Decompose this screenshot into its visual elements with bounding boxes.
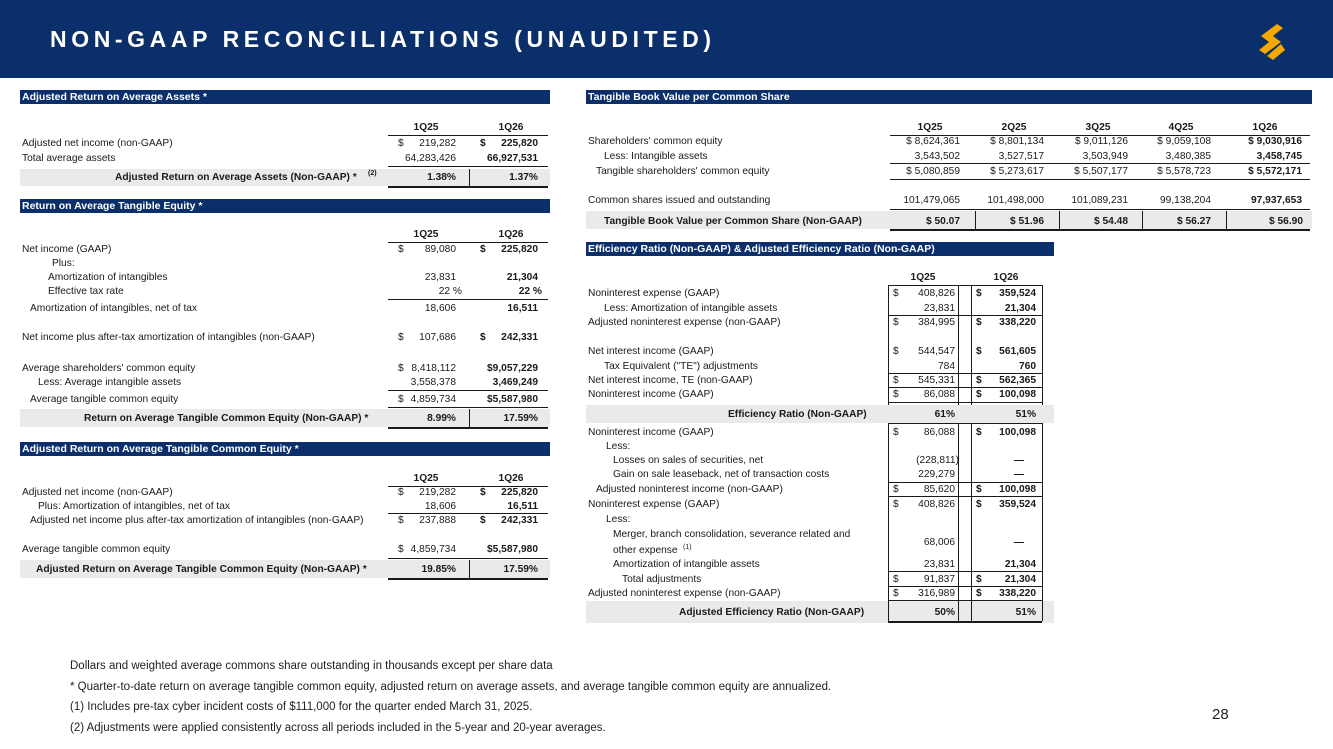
rote-panel <box>20 199 550 431</box>
table-row: Merger, branch consolidation, severance related and <box>613 529 851 540</box>
adjusted-rote-panel <box>20 442 550 582</box>
table-row: Average tangible common equity $ 4,859,734 $5,587,980 <box>22 544 538 555</box>
table-row: Less: <box>606 441 631 452</box>
table-row: Tax Equivalent ("TE") adjustments 784 760 <box>604 361 1036 372</box>
table-row: Net interest income, TE (non-GAAP) $ 545,331 $ 562,365 <box>588 375 1036 386</box>
table-row: Amortization of intangibles 23,831 21,304 <box>48 272 538 283</box>
table-row: Shareholders' common equity $ 8,624,361 $ 8,801,134 $ 9,011,126 $ 9,059,108 $ 9,030,916 <box>588 136 1302 147</box>
col-header: 1Q26 <box>498 473 524 484</box>
footnote-2: (2) Adjustments were applied consistently across all periods included in the 5-year and 20-year averages. <box>70 722 606 734</box>
page-title: NON-GAAP RECONCILIATIONS (UNAUDITED) <box>50 26 716 52</box>
table-row: Noninterest expense (GAAP) $ 408,826 $ 359,524 <box>588 499 1036 510</box>
table-row: Amortization of intangible assets 23,831 21,304 <box>613 559 1036 570</box>
table-row: Plus: Amortization of intangibles, net of tax 18,606 16,511 <box>38 501 538 512</box>
table-row: Net interest income (GAAP) $ 544,547 $ 561,605 <box>588 346 1036 357</box>
table-row: 68,006 — <box>923 537 1024 548</box>
table-row: Losses on sales of securities, net (228,811) — <box>613 455 1024 466</box>
table-row: Less: Amortization of intangible assets 23,831 21,304 <box>604 303 1036 314</box>
table-row: Amortization of intangibles, net of tax 18,606 16,511 <box>30 303 538 314</box>
tbv-title: Tangible Book Value per Common Share <box>586 90 1312 104</box>
brand-s-logo-icon <box>1255 22 1289 60</box>
table-row: Tangible shareholders' common equity $ 5,080,859 $ 5,273,617 $ 5,507,177 $ 5,578,723 $ 5,572,171 <box>596 166 1302 177</box>
table-row: Average tangible common equity $ 4,859,734 $5,587,980 <box>30 394 538 405</box>
table-row: Adjusted net income (non-GAAP) $ 219,282 $ 225,820 <box>22 487 538 498</box>
efficiency-panel <box>586 242 1054 626</box>
table-row: Adjusted net income plus after-tax amortization of intangibles (non-GAAP) $ 237,888 $ 242,331 <box>30 515 538 526</box>
col-header: 1Q26 <box>498 122 524 133</box>
adjusted-rote-title: Adjusted Return on Average Tangible Common Equity * <box>20 442 550 456</box>
table-row: Average shareholders' common equity $ 8,418,112 $9,057,229 <box>22 363 538 374</box>
col-header: 1Q25 <box>413 122 439 133</box>
table-row: Common shares issued and outstanding 101,479,065 101,498,000 101,089,231 99,138,204 97,937,653 <box>588 195 1302 206</box>
table-row: Adjusted noninterest income (non-GAAP) $ 85,620 $ 100,098 <box>596 484 1036 495</box>
col-header: 1Q26 <box>498 229 524 240</box>
header-banner <box>0 0 1333 78</box>
table-row: Noninterest income (GAAP) $ 86,088 $ 100,098 <box>588 389 1036 400</box>
table-row: other expense (1) <box>613 544 692 556</box>
table-row: Noninterest income (GAAP) $ 86,088 $ 100,098 <box>588 427 1036 438</box>
col-header: 3Q25 <box>1085 122 1111 133</box>
result-row: Tangible Book Value per Common Share (Non-GAAP) $ 50.07 $ 51.96 $ 54.48 $ 56.27 $ 56.90 <box>604 216 1303 227</box>
table-row: Less: <box>606 514 631 525</box>
table-row: Less: Average intangible assets 3,558,378 3,469,249 <box>38 377 538 388</box>
table-row: Gain on sale leaseback, net of transaction costs 229,279 — <box>613 469 1024 480</box>
result-row: Return on Average Tangible Common Equity (Non-GAAP) * 8.99% 17.59% <box>84 413 538 424</box>
footnote-1: (1) Includes pre-tax cyber incident costs of $111,000 for the quarter ended March 31, 2025. <box>70 701 533 713</box>
adjusted-roaa-title: Adjusted Return on Average Assets * <box>20 90 550 104</box>
table-row: Less: Intangible assets 3,543,502 3,527,517 3,503,949 3,480,385 3,458,745 <box>604 151 1302 162</box>
col-header: 4Q25 <box>1168 122 1194 133</box>
page-number: 28 <box>1212 706 1229 723</box>
result-row: Adjusted Return on Average Tangible Common Equity (Non-GAAP) * 19.85% 17.59% <box>36 564 538 575</box>
table-row: Net income plus after-tax amortization of intangibles (non-GAAP) $ 107,686 $ 242,331 <box>22 332 538 343</box>
table-row: Adjusted noninterest expense (non-GAAP) $ 384,995 $ 338,220 <box>588 317 1036 328</box>
table-row: Adjusted noninterest expense (non-GAAP) $ 316,989 $ 338,220 <box>588 588 1036 599</box>
table-row: Plus: <box>52 258 75 269</box>
col-header: 1Q25 <box>917 122 943 133</box>
efficiency-title: Efficiency Ratio (Non-GAAP) & Adjusted Efficiency Ratio (Non-GAAP) <box>586 242 1054 256</box>
result-row: Adjusted Return on Average Assets (Non-GAAP) * (2) 1.38% 1.37% <box>115 170 538 183</box>
adjusted-roaa-panel <box>20 90 550 190</box>
table-row: Total average assets 64,283,426 66,927,531 <box>22 153 538 164</box>
result-row: Efficiency Ratio (Non-GAAP) 61% 51% <box>728 409 1036 420</box>
footnote-units: Dollars and weighted average commons share outstanding in thousands except per share data <box>70 660 553 672</box>
tbv-panel <box>586 90 1312 234</box>
col-header: 1Q25 <box>910 272 936 283</box>
table-row: Adjusted net income (non-GAAP) $ 219,282 $ 225,820 <box>22 138 538 149</box>
table-row: Noninterest expense (GAAP) $ 408,826 $ 359,524 <box>588 288 1036 299</box>
col-header: 1Q25 <box>413 473 439 484</box>
col-header: 1Q26 <box>1252 122 1278 133</box>
table-row: Total adjustments $ 91,837 $ 21,304 <box>622 574 1036 585</box>
col-header: 1Q25 <box>413 229 439 240</box>
col-header: 2Q25 <box>1001 122 1027 133</box>
result-row: Adjusted Efficiency Ratio (Non-GAAP) 50% 51% <box>679 607 1036 618</box>
table-row: Net income (GAAP) $ 89,080 $ 225,820 <box>22 244 538 255</box>
footnote-asterisk: * Quarter-to-date return on average tangible common equity, adjusted return on average assets, and average tangible common equity are annualized. <box>70 681 832 693</box>
rote-title: Return on Average Tangible Equity * <box>20 199 550 213</box>
table-row: Effective tax rate 22 % 22 % <box>48 286 542 297</box>
col-header: 1Q26 <box>993 272 1019 283</box>
